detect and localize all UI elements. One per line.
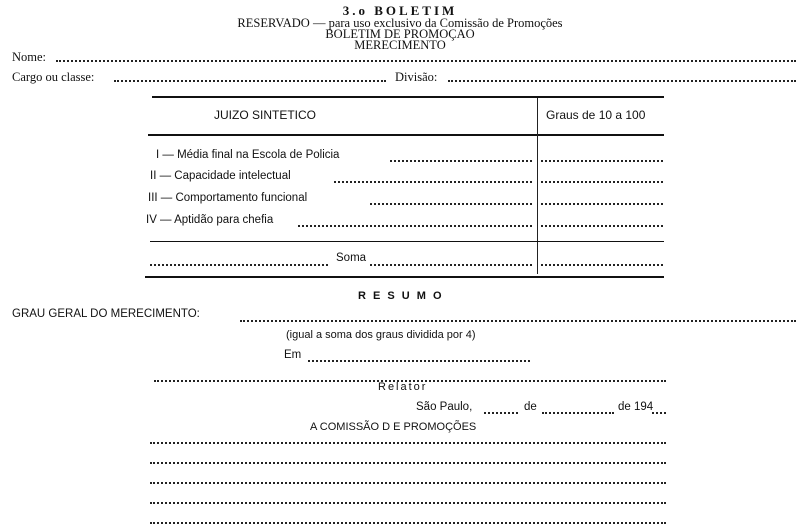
igual-note: (igual a soma dos graus dividida por 4) [286,329,476,341]
boletim-number: 3.o BOLETIM [342,3,458,18]
row-capacidade-label: II — Capacidade intelectual [150,170,291,182]
grau-geral-field[interactable] [240,320,796,322]
table-top-rule [152,96,664,98]
soma-mid-dots [370,264,532,266]
em-field[interactable] [308,360,530,362]
row-capacidade-grau[interactable] [541,181,663,183]
comissao-signature-3[interactable] [150,482,666,484]
sao-paulo-label: São Paulo, [416,401,473,413]
comissao-signature-1[interactable] [150,442,666,444]
row-media-final-grau[interactable] [541,160,663,162]
juizo-sintetico-header: JUIZO SINTETICO [214,108,316,122]
row-comportamento-dots [370,203,532,205]
date-year-label: de 194 [618,401,654,413]
divisao-field[interactable] [448,80,796,82]
table-header-rule [148,134,664,136]
comissao-signature-5[interactable] [150,522,666,524]
row-capacidade-dots [334,181,532,183]
row-aptidao-label: IV — Aptidão para chefia [146,214,274,226]
date-day-field[interactable] [484,412,518,414]
resumo-title: R E S U M O [358,290,444,302]
comissao-heading: A COMISSÃO D E PROMOÇÕES [310,421,477,433]
reservado-line: RESERVADO — para uso exclusivo da Comissão de Promoções [237,16,563,30]
table-bottom-rule [145,276,664,278]
cargo-label: Cargo ou classe: [12,70,95,84]
relator-label: Relator [378,381,428,393]
row-comportamento-label: III — Comportamento funcional [148,192,308,204]
row-comportamento-grau[interactable] [541,203,663,205]
soma-grau[interactable] [541,264,663,266]
cargo-field[interactable] [114,80,386,82]
em-label: Em [284,349,302,361]
comissao-signature-4[interactable] [150,502,666,504]
merecimento-heading: MERECIMENTO [354,38,446,52]
boletim-promocao: BOLETIM DE PROMOÇAO [325,27,475,41]
graus-header: Graus de 10 a 100 [546,108,646,122]
divisao-label: Divisão: [395,70,438,84]
row-media-final-dots [390,160,532,162]
nome-field[interactable] [56,60,796,62]
soma-left-dots [150,264,328,266]
date-year-field[interactable] [652,412,666,414]
table-soma-rule [150,241,664,242]
row-aptidao-grau[interactable] [541,225,663,227]
comissao-signature-2[interactable] [150,462,666,464]
table-column-divider [537,98,538,274]
date-month-field[interactable] [542,412,614,414]
nome-label: Nome: [12,50,47,64]
soma-label: Soma [336,252,367,264]
grau-geral-label: GRAU GERAL DO MERECIMENTO: [12,308,200,320]
row-media-final-label: I — Média final na Escola de Policia [156,149,340,161]
date-de-label: de [524,401,537,413]
row-aptidao-dots [298,225,532,227]
